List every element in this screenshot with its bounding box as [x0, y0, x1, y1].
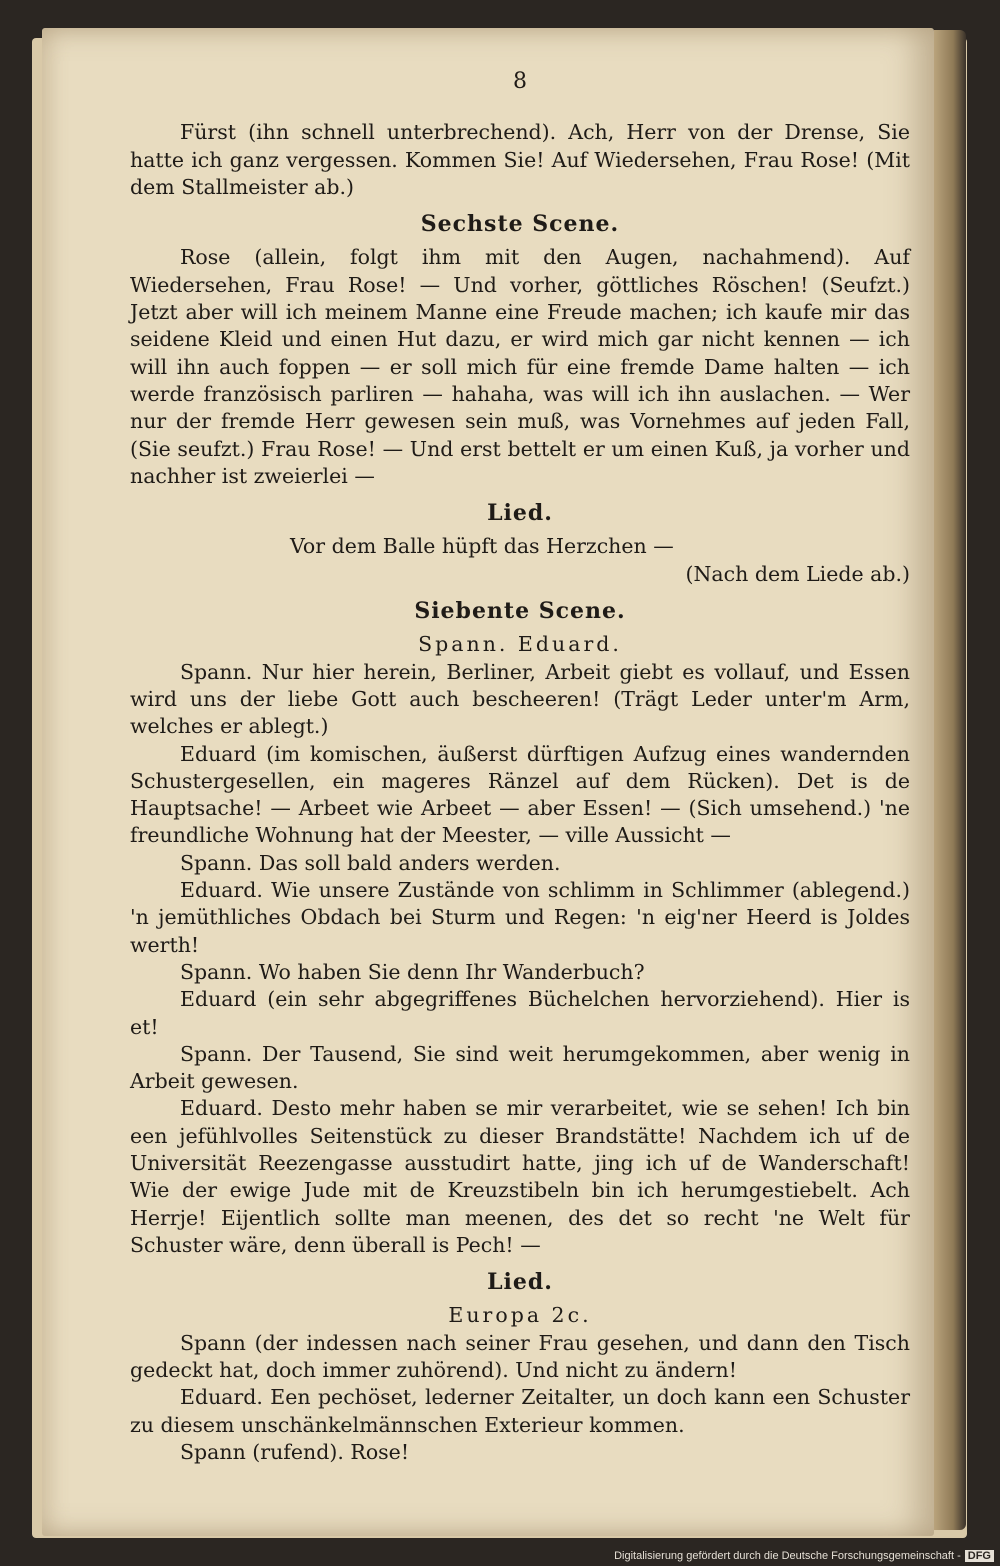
stage-direction-exit: (Nach dem Liede ab.) — [685, 561, 910, 586]
book-page — [42, 28, 934, 1536]
page-number: 8 — [513, 69, 527, 94]
song-heading-2: Lied. — [487, 1269, 553, 1296]
persons-list: Spann. Eduard. — [418, 632, 622, 657]
paragraph-spann-2: Spann. Das soll bald anders werden. — [180, 850, 561, 875]
page-content — [130, 68, 910, 1466]
paragraph-fuerst: Fürst (ihn schnell unterbrechend). Ach, Herr von der Drense, Sie hatte ich ganz vergessen. Kommen Sie! Auf Wiedersehen, Frau Rose! (Mit dem Stallmeister ab.) — [130, 120, 910, 199]
paragraph-spann-1: Spann. Nur hier herein, Berliner, Arbeit giebt es vollauf, und Essen wird uns der liebe Gott auch bescheeren! (Trägt Leder unter'm Arm, welches er ablegt.) — [130, 659, 910, 739]
paragraph-eduard-5: Eduard. Een pechöset, lederner Zeitalter, un doch kann een Schuster zu diesem unschänkelmännschen Exterieur kommen. — [130, 1385, 910, 1437]
song-melody: Europa 2c. — [448, 1303, 592, 1328]
book-edge — [934, 30, 966, 1530]
paragraph-eduard-3: Eduard (ein sehr abgegriffenes Büchelchen hervorziehend). Hier is et! — [130, 987, 910, 1039]
paragraph-eduard-1: Eduard (im komischen, äußerst dürftigen Aufzug eines wandernden Schustergesellen, ein mageres Ränzel auf dem Rücken). Det is de Hauptsache! — Arbeet wie Arbeet — aber Essen! — (Sich umsehend.) 'ne freundliche Wohnung hat der Meester, — ville Aussicht — — [130, 741, 910, 848]
dfg-logo: DFG — [965, 1550, 994, 1562]
paragraph-spann-3: Spann. Wo haben Sie denn Ihr Wanderbuch? — [180, 959, 645, 984]
paragraph-rose: Rose (allein, folgt ihm mit den Augen, nachahmend). Auf Wiedersehen, Frau Rose! — Und vorher, göttliches Röschen! (Seufzt.) Jetzt aber will ich meinem Manne eine Freude machen; ich kaufe mir das seidene Kleid und einen Hut dazu, er wird mich gar nicht kennen — ich will ihn auch foppen — er soll mich für eine fremde Dame halten — ich werde französisch parliren — hahaha, was will ich ihn auslachen. — Wer nur der fremde Herr gewesen sein muß, was Vornehmes auf jeden Fall, (Sie seufzt.) Frau Rose! — Und erst bettelt er um einen Kuß, ja vorher und nachher ist zweierlei — — [130, 245, 910, 488]
scene-heading-6: Sechste Scene. — [420, 211, 620, 238]
scene-heading-7: Siebente Scene. — [414, 598, 626, 625]
paragraph-spann-4: Spann. Der Tausend, Sie sind weit herumgekommen, aber wenig in Arbeit gewesen. — [130, 1041, 910, 1094]
paragraph-eduard-4: Eduard. Desto mehr haben se mir verarbeitet, wie se sehen! Ich bin een jefühlvolles Seitenstück zu dieser Brandstätte! Nachdem ich uf de Universität Reezengasse ausstudirt hatte, jing ich uf de Wanderschaft! Wie der ewige Jude mit de Kreuzstibeln bin ich herumgestiebelt. Ach Herrje! Eijentlich sollte man meenen, des det so recht 'ne Welt für Schuster wäre, denn überall is Pech! — — [130, 1096, 910, 1257]
paragraph-eduard-2: Eduard. Wie unsere Zustände von schlimm in Schlimmer (ablegend.) 'n jemüthliches Obdach bei Sturm und Regen: 'n eig'ner Heerd is Joldes werth! — [130, 878, 910, 957]
paragraph-spann-6: Spann (rufend). Rose! — [180, 1439, 410, 1464]
song-verse-1: Vor dem Balle hüpft das Herzchen — — [290, 534, 674, 559]
paragraph-spann-5: Spann (der indessen nach seiner Frau gesehen, und dann den Tisch gedeckt hat, doch immer zuhörend). Und nicht zu ändern! — [130, 1330, 910, 1383]
footer-text: Digitalisierung gefördert durch die Deutsche Forschungsgemeinschaft - — [614, 1550, 961, 1562]
funding-footer — [600, 1546, 1000, 1566]
song-heading-1: Lied. — [487, 500, 553, 527]
